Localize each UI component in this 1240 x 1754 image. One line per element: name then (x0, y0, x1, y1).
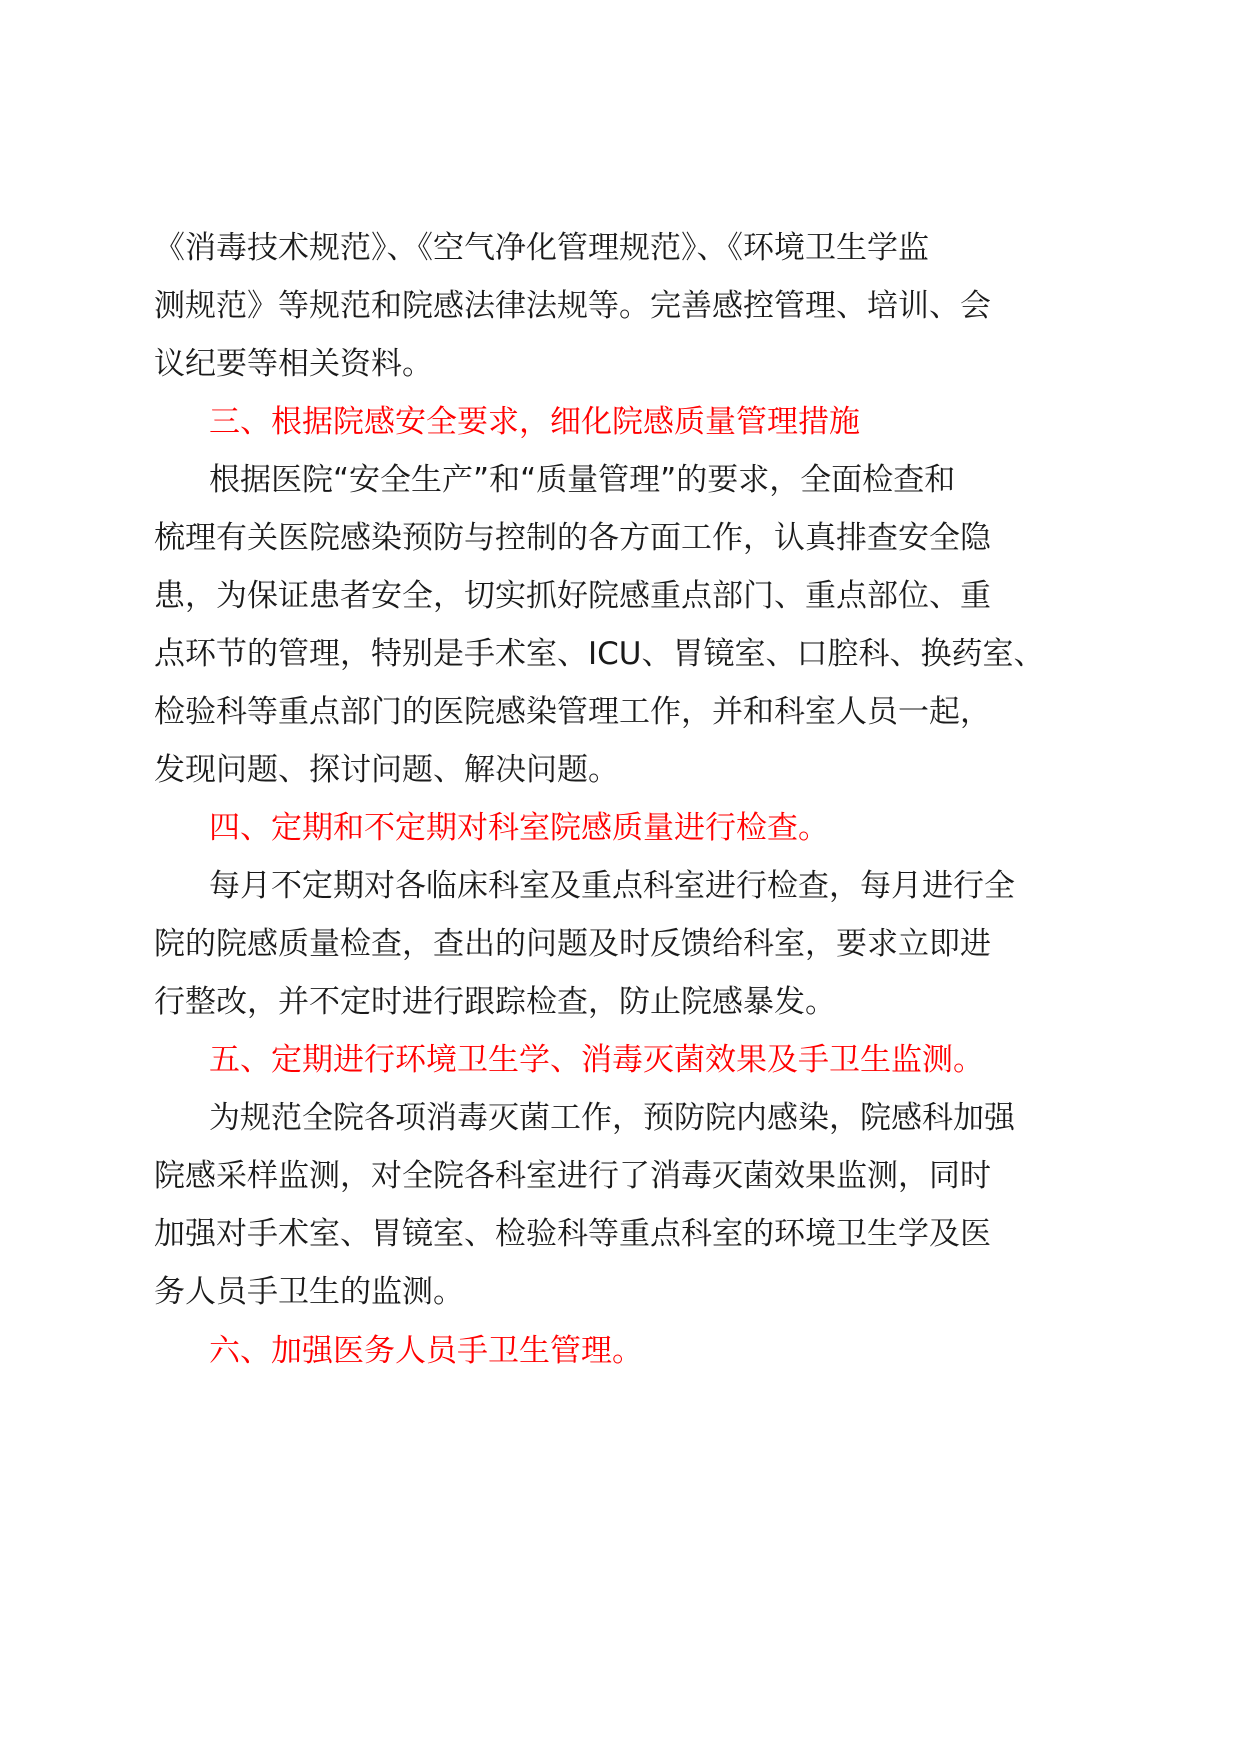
paragraph-line: 梳理有关医院感染预防与控制的各方面工作，认真排查安全隐 (154, 520, 991, 556)
paragraph-line: 院的院感质量检查，查出的问题及时反馈给科室，要求立即进 (154, 926, 991, 962)
paragraph-line: 发现问题、探讨问题、解决问题。 (154, 752, 619, 788)
paragraph-line: 为规范全院各项消毒灭菌工作，预防院内感染，院感科加强 (209, 1100, 1015, 1136)
paragraph-line: 检验科等重点部门的医院感染管理工作，并和科室人员一起， (154, 694, 991, 730)
paragraph-line: 议纪要等相关资料。 (154, 346, 433, 382)
paragraph-line: 点环节的管理，特别是手术室、ICU、胃镜室、口腔科、换药室、 (154, 636, 1045, 672)
paragraph-line: 《消毒技术规范》、《空气净化管理规范》、《环境卫生学监 (154, 230, 929, 266)
paragraph-line: 行整改，并不定时进行跟踪检查，防止院感暴发。 (154, 984, 836, 1020)
paragraph-line: 务人员手卫生的监测。 (154, 1274, 464, 1310)
paragraph-line: 院感采样监测，对全院各科室进行了消毒灭菌效果监测，同时 (154, 1158, 991, 1194)
section-heading-3: 三、根据院感安全要求，细化院感质量管理措施 (209, 404, 860, 440)
paragraph-line: 患，为保证患者安全，切实抓好院感重点部门、重点部位、重 (154, 578, 991, 614)
section-heading-6: 六、加强医务人员手卫生管理。 (209, 1333, 643, 1369)
paragraph-line: 加强对手术室、胃镜室、检验科等重点科室的环境卫生学及医 (154, 1216, 991, 1252)
section-heading-4: 四、定期和不定期对科室院感质量进行检查。 (209, 810, 829, 846)
paragraph-line: 每月不定期对各临床科室及重点科室进行检查，每月进行全 (209, 868, 1015, 904)
paragraph-line: 根据医院“安全生产”和“质量管理”的要求，全面检查和 (209, 462, 956, 498)
paragraph-line: 测规范》等规范和院感法律法规等。完善感控管理、培训、会 (154, 288, 991, 324)
section-heading-5: 五、定期进行环境卫生学、消毒灭菌效果及手卫生监测。 (209, 1042, 984, 1078)
